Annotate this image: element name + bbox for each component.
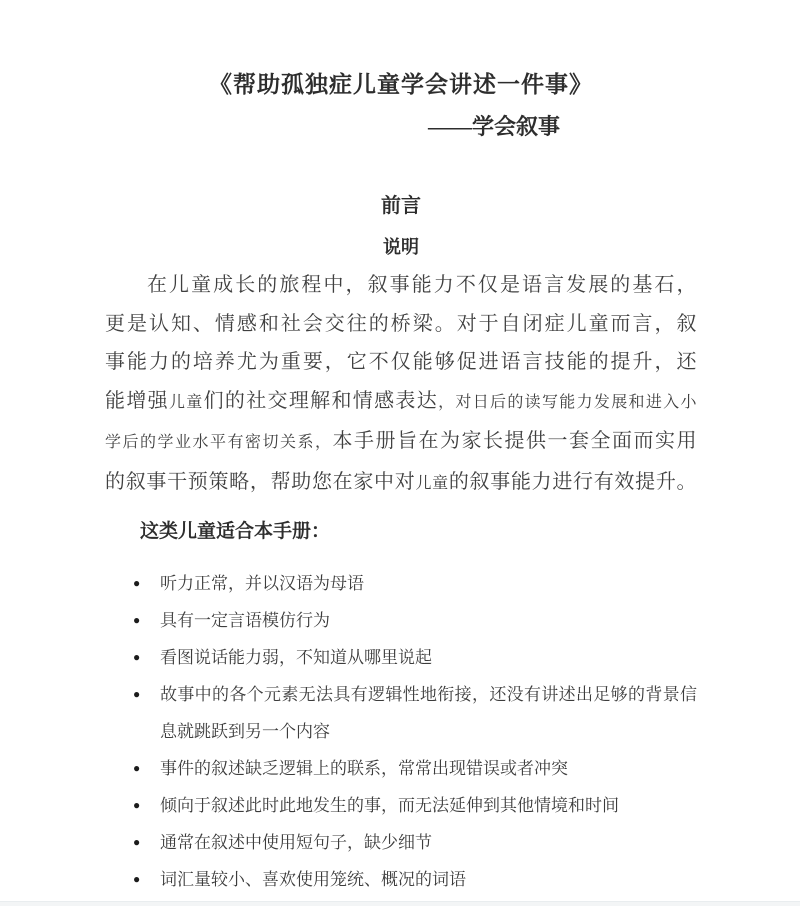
bullet-item — [105, 787, 697, 824]
bullet-item — [105, 676, 697, 750]
document-title: 《帮助孤独症儿童学会讲述一件事》 — [209, 72, 593, 97]
audience-bullet-list — [105, 565, 697, 898]
paragraph-line — [105, 422, 697, 463]
text-segment: 的叙事能力进行有效提升。 — [448, 470, 698, 493]
page-bottom-bar — [0, 901, 800, 906]
text-segment: 能增强 — [105, 389, 169, 412]
bullet-marker-icon: ● — [133, 687, 141, 701]
text-segment: 的叙事干预策略，帮助您在家中对 — [105, 470, 416, 493]
text-segment: 在儿童成长的旅程中，叙事能力不仅是语言发展的基石， — [147, 274, 697, 296]
document-subtitle: ——学会叙事 — [427, 114, 560, 139]
bullet-marker-icon: ● — [133, 872, 141, 886]
subtitle-row — [198, 112, 790, 142]
bullet-marker-icon: ● — [133, 835, 141, 849]
paragraph-line — [105, 266, 697, 305]
bullet-marker-icon: ● — [133, 761, 141, 775]
bullet-marker-icon: ● — [133, 798, 141, 812]
bullet-text: 故事中的各个元素无法具有逻辑性地衔接，还没有讲述出足够的背景信息就跳跃到另一个内容 — [160, 685, 697, 741]
text-segment: ，对日后的读写能力发展和进入小 — [438, 393, 697, 411]
bullet-text: 通常在叙述中使用短句子，缺少细节 — [160, 833, 432, 852]
text-segment: 儿童 — [415, 474, 449, 492]
bullet-item — [105, 750, 697, 787]
text-segment: 学后的学业水平有密切关系， — [105, 434, 333, 451]
bullet-item — [105, 565, 697, 602]
text-segment: 事能力的培养尤为重要，它不仅能够促进语言技能的提升，还 — [105, 351, 697, 373]
bullet-marker-icon: ● — [133, 576, 141, 590]
bullet-item — [105, 602, 697, 639]
bullet-text: 听力正常，并以汉语为母语 — [160, 574, 364, 593]
bullet-text: 倾向于叙述此时此地发生的事，而无法延伸到其他情境和时间 — [160, 796, 619, 815]
bullet-text: 词汇量较小、喜欢使用笼统、概况的词语 — [160, 870, 466, 889]
text-segment: 本手册旨在为家长提供一套全面而实用 — [332, 430, 697, 452]
bullet-item — [105, 824, 697, 861]
bullet-marker-icon: ● — [133, 613, 141, 627]
bullet-text: 看图说话能力弱，不知道从哪里说起 — [160, 648, 432, 667]
intro-paragraph — [105, 266, 697, 503]
audience-list-heading: 这类儿童适合本手册： — [140, 521, 331, 542]
text-segment: 们的社交理解和情感表达 — [203, 389, 439, 412]
bullet-item — [105, 861, 697, 898]
bullet-item — [105, 639, 697, 676]
text-segment: 更是认知、情感和社会交往的桥梁。对于自闭症儿童而言，叙 — [105, 312, 697, 335]
paragraph-line — [105, 463, 697, 504]
bullet-text: 事件的叙述缺乏逻辑上的联系，常常出现错误或者冲突 — [160, 759, 568, 778]
text-segment: 儿童 — [168, 393, 204, 411]
preface-heading: 前言 — [381, 195, 421, 217]
paragraph-line — [105, 382, 697, 423]
paragraph-line — [105, 343, 697, 382]
bullet-marker-icon: ● — [133, 650, 141, 664]
paragraph-line — [105, 305, 697, 344]
bullet-text: 具有一定言语模仿行为 — [160, 611, 330, 630]
notes-heading: 说明 — [383, 237, 419, 257]
